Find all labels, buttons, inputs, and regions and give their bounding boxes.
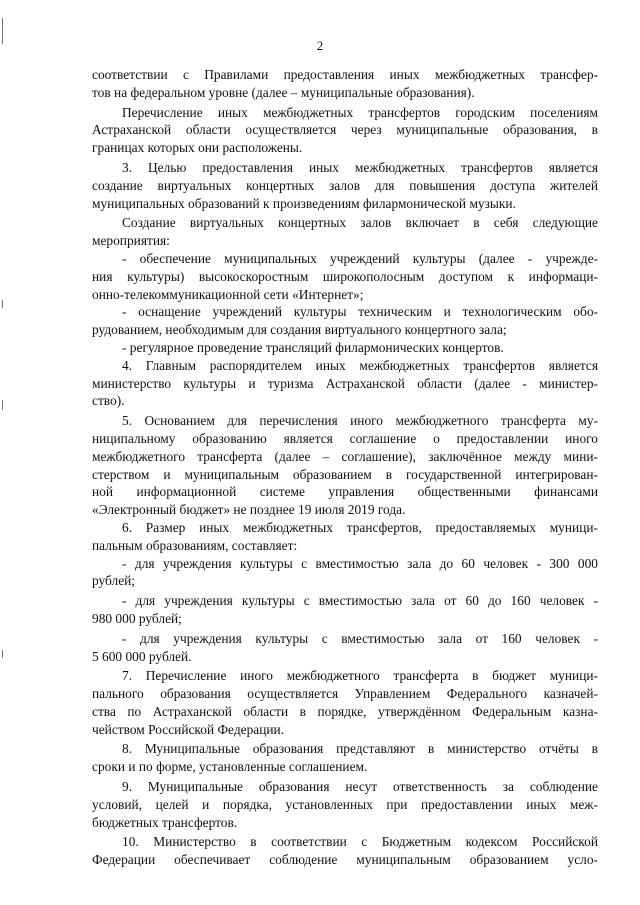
text-line: пального образования осуществляется Управлением Федерального казначей- [92, 686, 598, 702]
text-line: рублей; [92, 573, 136, 589]
scan-margin-mark [2, 400, 3, 410]
text-line: Астраханской области осуществляется через муниципальные образования, в [92, 122, 598, 138]
text-line: 6. Размер иных межбюджетных трансфертов, предоставляемых муници- [122, 519, 598, 535]
text-line: - для учреждения культуры с вместимостью зала от 160 человек - [122, 630, 598, 646]
text-line: 5. Основанием для перечисления иного межбюджетного трансферта му- [122, 413, 598, 429]
text-line: ной информационной системе управления общественными финансами [92, 484, 598, 500]
text-line: Перечисление иных межбюджетных трансфертов городским поселениям [122, 104, 598, 120]
document-body [92, 66, 598, 869]
text-line: Федерации обеспечивает соблюдение муниципальным образованием усло- [92, 852, 598, 868]
text-line: 5 600 000 рублей. [92, 648, 192, 664]
text-line: 10. Министерство в соответствии с Бюджетным кодексом Российской [122, 834, 598, 850]
text-line: 3. Целью предоставления иных межбюджетных трансфертов является [122, 159, 598, 175]
text-line: стерством и муниципальным образованием в государственной интегрирован- [92, 466, 598, 482]
text-line: Создание виртуальных концертных залов включает в себя следующие [122, 215, 598, 231]
text-line: межбюджетного трансферта (далее – соглашение), заключённое между мини- [92, 448, 598, 464]
text-line: 7. Перечисление иного межбюджетного трансферта в бюджет муници- [122, 668, 598, 684]
text-line: мероприятия: [92, 233, 170, 249]
text-line: 980 000 рублей; [92, 610, 182, 626]
text-line: соответствии с Правилами предоставления иных межбюджетных трансфер- [92, 67, 598, 82]
page-number: 2 [316, 38, 324, 53]
text-line: ство). [92, 393, 125, 409]
text-line: условий, целей и порядка, установленных при предоставлении иных меж- [92, 796, 598, 812]
text-line: рудованием, необходимым для создания виртуального концертного зала; [92, 322, 507, 338]
text-line: границах которых они расположены. [92, 140, 303, 156]
text-line: тов на федеральном уровне (далее – муниципальные образования). [92, 84, 475, 100]
text-line: - оснащение учреждений культуры техническим и технологическим обо- [122, 304, 598, 320]
text-line: министерство культуры и туризма Астраханской области (далее - министер- [92, 375, 598, 391]
text-line: «Электронный бюджет» не позднее 19 июля 2019 года. [92, 502, 406, 518]
text-line: - регулярное проведение трансляций филармонических концертов. [122, 339, 504, 355]
text-line: - для учреждения культуры с вместимостью зала от 60 до 160 человек - [122, 593, 598, 609]
text-line: чейством Российской Федерации. [92, 721, 285, 737]
text-line: - для учреждения культуры с вместимостью зала до 60 человек - 300 000 [122, 555, 598, 571]
text-line: ния культуры) высокоскоростным широкополосным доступом к информаци- [92, 268, 598, 284]
text-line: бюджетных трансфертов. [92, 814, 238, 830]
scan-margin-mark [2, 650, 3, 658]
text-line: ства по Астраханской области в порядке, утверждённом Федеральным казна- [92, 703, 598, 719]
text-line: муниципальных образований к произведениям филармонической музыки. [92, 195, 516, 211]
text-line: пальным образованиям, составляет: [92, 537, 298, 553]
text-line: 8. Муниципальные образования представляют в министерство отчёты в [122, 741, 598, 757]
text-line: 9. Муниципальные образования несут ответственность за соблюдение [122, 779, 598, 795]
text-line: онно-телекоммуникационной сети «Интернет»; [92, 286, 364, 302]
text-line: создание виртуальных концертных залов для повышения доступа жителей [92, 177, 598, 193]
text-line: сроки и по форме, установленные соглашением. [92, 759, 368, 775]
text-line: ниципальному образованию является соглашение о предоставлении иного [92, 430, 598, 446]
text-line: 4. Главным распорядителем иных межбюджетных трансфертов является [122, 357, 598, 373]
text-line: - обеспечение муниципальных учреждений культуры (далее - учрежде- [122, 250, 598, 266]
scan-margin-mark [2, 300, 3, 308]
